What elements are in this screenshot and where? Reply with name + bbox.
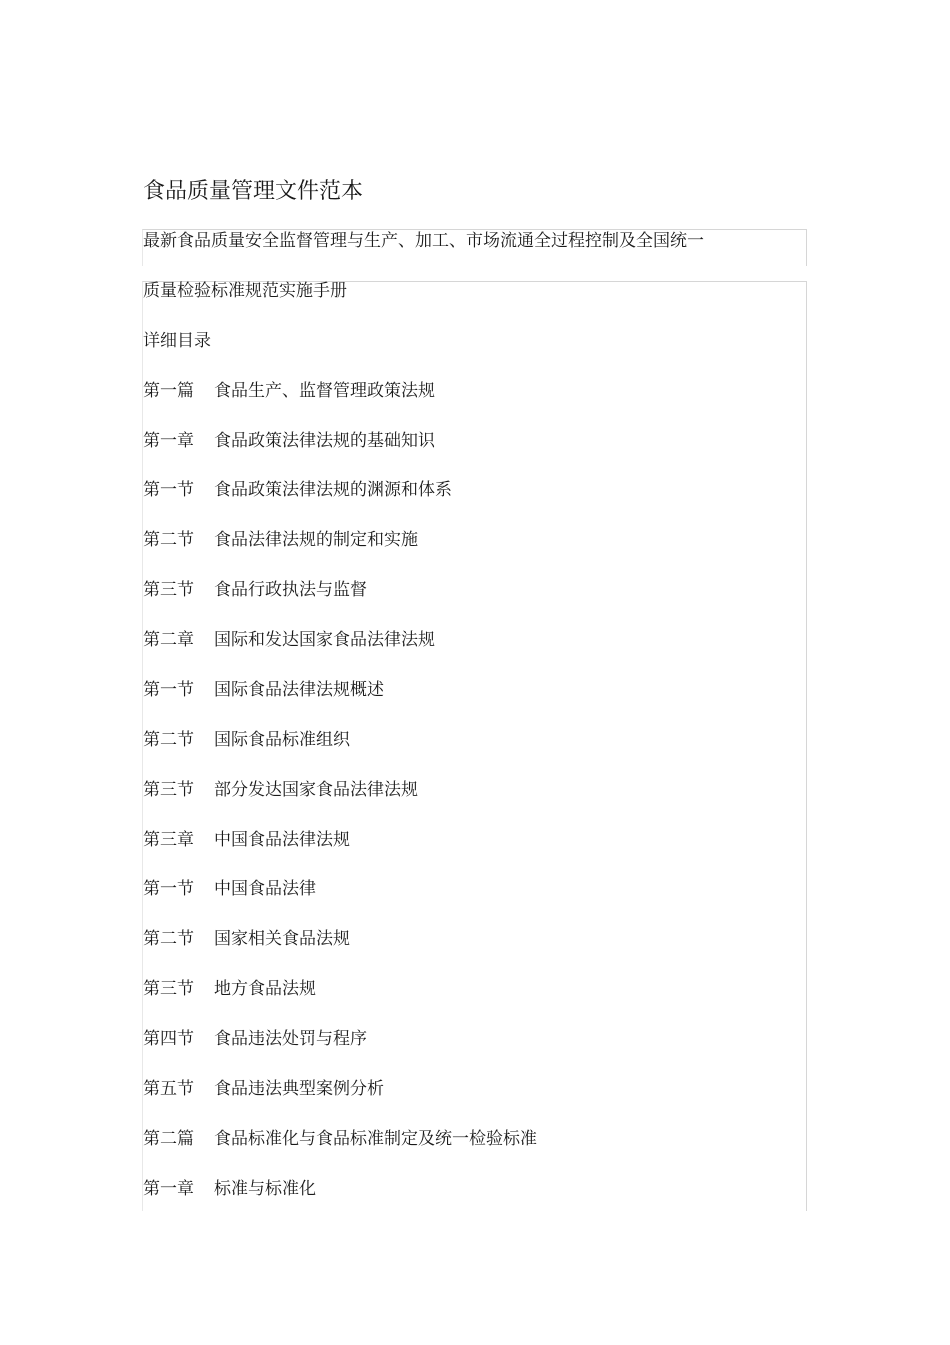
toc-entry-label: 第三节	[143, 780, 194, 800]
toc-entry-text: 国际和发达国家食品法律法规	[214, 630, 435, 650]
toc-entry-label: 第四节	[143, 1029, 194, 1049]
toc-entry	[143, 578, 367, 602]
toc-entry-text: 食品违法典型案例分析	[214, 1079, 384, 1099]
toc-entry-text: 国家相关食品法规	[214, 929, 350, 949]
toc-entry	[143, 877, 316, 901]
toc-entry-label: 第三章	[143, 830, 194, 850]
toc-entry-label: 第二篇	[143, 1129, 194, 1149]
toc-entry-label: 第一节	[143, 879, 194, 899]
toc-entry	[143, 1127, 537, 1151]
toc-entry-label: 第二节	[143, 730, 194, 750]
toc-entry-text: 食品法律法规的制定和实施	[214, 530, 418, 550]
toc-entry-text: 食品行政执法与监督	[214, 580, 367, 600]
toc-entry	[143, 628, 435, 652]
toc-entry	[143, 927, 350, 951]
toc-entry-text: 国际食品标准组织	[214, 730, 350, 750]
toc-entry-label: 第二节	[143, 530, 194, 550]
toc-entry-text: 中国食品法律法规	[214, 830, 350, 850]
toc-entry	[143, 1027, 367, 1051]
toc-entry-label: 第二章	[143, 630, 194, 650]
toc-entry-label: 第一章	[143, 431, 194, 451]
toc-entry-text: 中国食品法律	[214, 879, 316, 899]
toc-entry-label: 第一篇	[143, 381, 194, 401]
toc-entry	[143, 429, 435, 453]
toc-entry-text: 食品标准化与食品标准制定及统一检验标准	[214, 1129, 537, 1149]
toc-entry	[143, 778, 418, 802]
toc-entry	[143, 977, 316, 1001]
toc-entry-text: 标准与标准化	[214, 1179, 316, 1199]
toc-entry-text: 地方食品法规	[214, 979, 316, 999]
toc-entry	[143, 728, 350, 752]
toc-entry-label: 第三节	[143, 979, 194, 999]
toc-entry-text: 食品政策法律法规的渊源和体系	[214, 480, 452, 500]
subtitle-line-2: 质量检验标准规范实施手册	[143, 281, 347, 301]
toc-entry-text: 国际食品法律法规概述	[214, 680, 384, 700]
toc-entry	[143, 678, 384, 702]
toc-entry-label: 第一章	[143, 1179, 194, 1199]
toc-entry	[143, 528, 418, 552]
toc-entry	[143, 828, 350, 852]
document-title: 食品质量管理文件范本	[143, 179, 364, 204]
toc-entry-text: 食品违法处罚与程序	[214, 1029, 367, 1049]
toc-entry-label: 第一节	[143, 480, 194, 500]
subtitle-line-1: 最新食品质量安全监督管理与生产、加工、市场流通全过程控制及全国统一	[143, 231, 704, 251]
toc-entry	[143, 379, 435, 403]
toc-entry	[143, 478, 452, 502]
toc-entry-label: 第一节	[143, 680, 194, 700]
toc-entry-label: 第五节	[143, 1079, 194, 1099]
toc-entry-text: 部分发达国家食品法律法规	[214, 780, 418, 800]
toc-entry	[143, 1177, 316, 1201]
toc-entry-label: 第三节	[143, 580, 194, 600]
toc-entry-label: 第二节	[143, 929, 194, 949]
toc-entry	[143, 1077, 384, 1101]
toc-entry-text: 食品政策法律法规的基础知识	[214, 431, 435, 451]
toc-entry-text: 食品生产、监督管理政策法规	[214, 381, 435, 401]
toc-heading: 详细目录	[143, 331, 211, 351]
